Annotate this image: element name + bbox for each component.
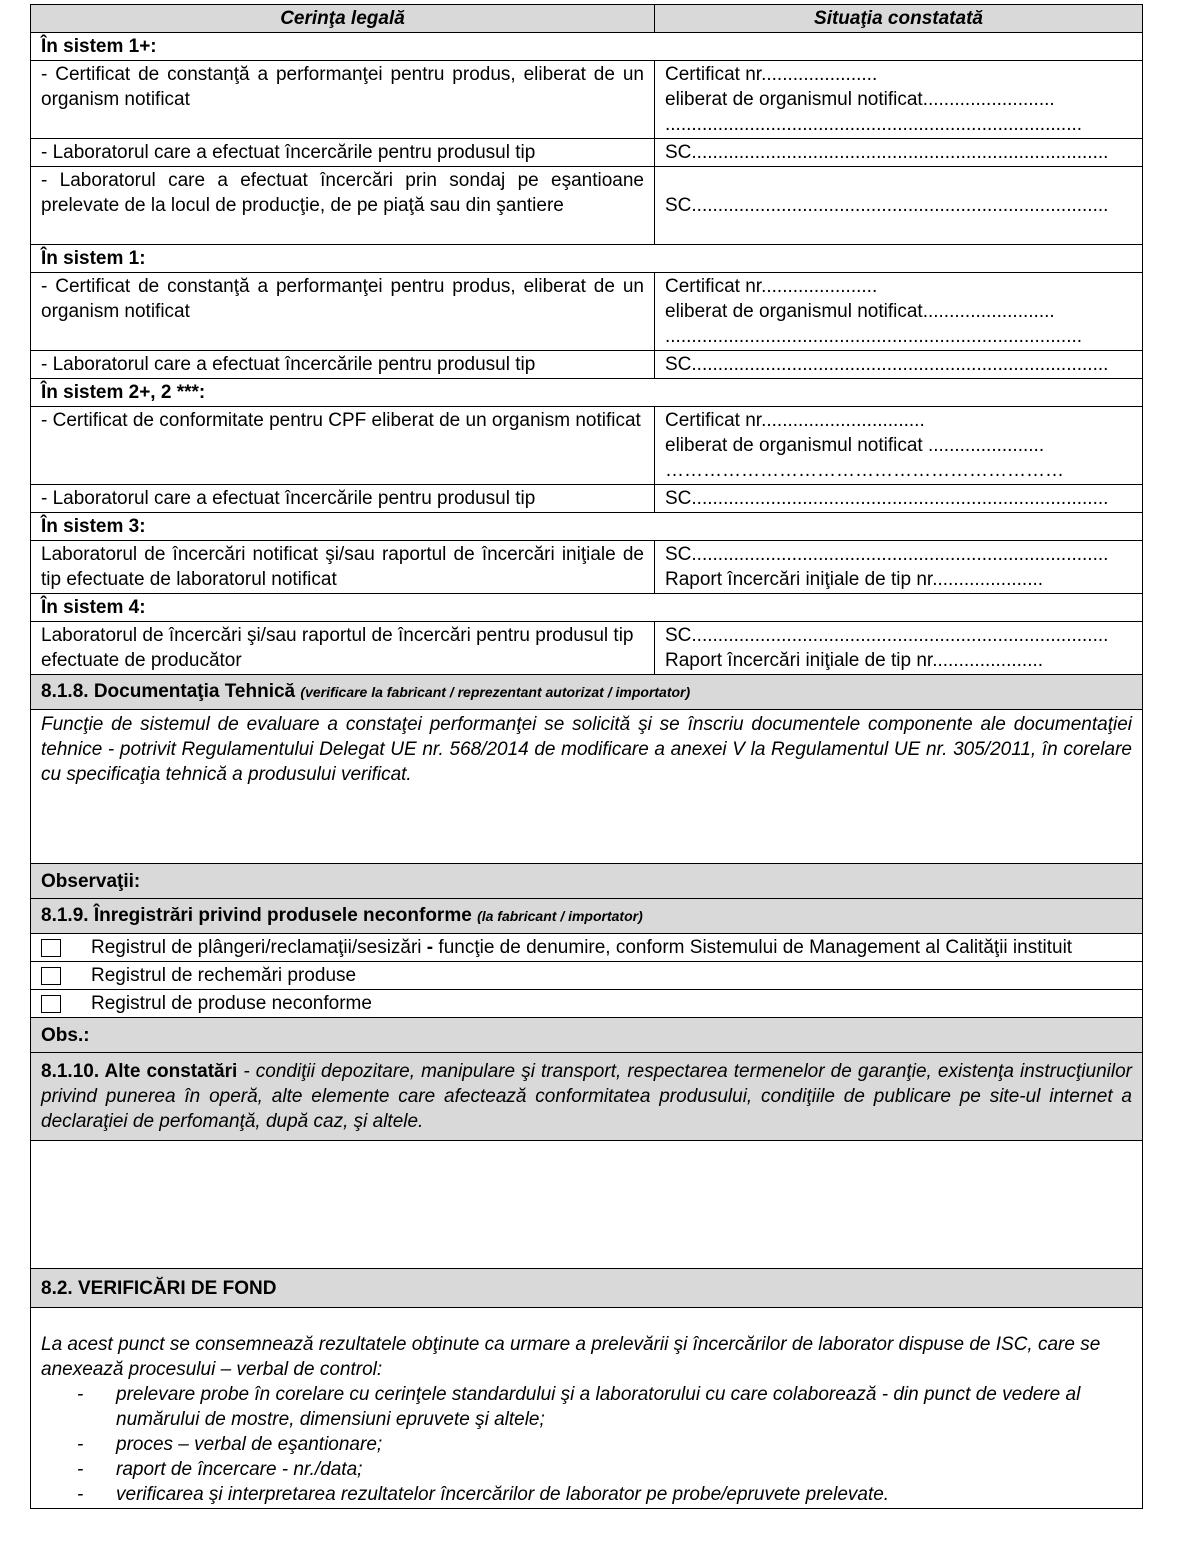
checklist-item-nonconforming [31, 990, 1143, 1018]
section-subtitle: (verificare la fabricant / reprezentant autorizat / importator) [300, 684, 691, 700]
found-lab-sc: SC............................................................................... [655, 485, 1143, 513]
section-title: 8.1.8. Documentaţia Tehnică [41, 681, 296, 702]
requirement-sampling-lab: - Laboratorul care a efectuat încercări prin sondaj pe eşantioane prelevate de la locul de producţie, de pe piaţă sau din şantiere [31, 167, 655, 245]
notified-body-line: eliberat de organismul notificat......................... [665, 301, 1055, 322]
requirement-type-test-lab: - Laboratorul care a efectuat încercările pentru produsul tip [31, 485, 655, 513]
checklist-item-complaints [31, 934, 1143, 962]
substantive-checks-text [31, 1308, 1143, 1509]
requirement-type-test-lab: - Laboratorul care a efectuat încercările pentru produsul tip [31, 139, 655, 167]
initial-type-report-line: Raport încercări iniţiale de tip nr..................... [665, 650, 1044, 671]
section-description: - condiţii depozitare, manipulare şi transport, respectarea termenelor de garanţie, existenţa instrucţiunilor privind punerea în operă, alte elemente care afectează conformitatea produsului, condiţiile de publicare pe site-ul internet a declaraţiei de perfomanţă, după caz, şi altele. [41, 1061, 1132, 1132]
requirement-fpc-certificate: - Certificat de conformitate pentru CPF eliberat de un organism notificat [31, 407, 655, 485]
checklist-item-label: Registrul de plângeri/reclamaţii/sesizări [91, 937, 422, 958]
header-found-situation: Situaţia constatată [655, 5, 1143, 33]
dotted-line: ……………………………………………………… [665, 460, 1064, 481]
checklist-item-label: Registrul de rechemări produse [91, 965, 357, 986]
certificate-number-line: Certificat nr...................... [665, 64, 878, 85]
list-item: - prelevare probe în corelare cu cerinţele standardului şi a laboratorului cu care colaborează - din punct de vedere al numărului de mostre, dimensiuni epruvete şi altele; [77, 1384, 1081, 1430]
list-item-text: verificarea şi interpretarea rezultatelor încercărilor de laborator pe probe/epruvete prelevate. [116, 1484, 890, 1505]
found-certificate [655, 407, 1143, 485]
complaints-register-checkbox[interactable] [41, 939, 61, 957]
observations-label: Observaţii: [31, 864, 1143, 899]
list-item: - raport de încercare - nr./data; [77, 1459, 363, 1480]
checklist-item-recalls [31, 962, 1143, 990]
section-subtitle: (la fabricant / importator) [477, 908, 643, 924]
found-sampling-lab-sc: SC............................................................................... [655, 167, 1143, 245]
found-certificate [655, 273, 1143, 351]
list-item-text: raport de încercare - nr./data; [116, 1459, 363, 1480]
list-item-text: prelevare probe în corelare cu cerinţele standardului şi a laboratorului cu care colaborează - din punct de vedere al numărului de mostre, dimensiuni epruvete şi altele; [116, 1384, 1081, 1430]
system-2-heading: În sistem 2+, 2 ***: [31, 379, 1143, 407]
system-1-heading: În sistem 1: [31, 245, 1143, 273]
substantive-checks-list [41, 1382, 1132, 1507]
list-item: - proces – verbal de eşantionare; [77, 1434, 383, 1455]
checklist-item-label: Registrul de produse neconforme [91, 993, 372, 1014]
notified-body-line: eliberat de organismul notificat ...................... [665, 435, 1045, 456]
checklist-item-detail: funcţie de denumire, conform Sistemului de Management al Calităţii instituit [438, 937, 1073, 958]
other-findings-blank-area[interactable] [31, 1141, 1143, 1269]
system-1plus-heading: În sistem 1+: [31, 33, 1143, 61]
header-legal-requirement: Cerinţa legală [31, 5, 655, 33]
requirement-notified-lab-report: Laboratorul de încercări notificat şi/sau raportul de încercări iniţiale de tip efectuate de laboratorul notificat [31, 541, 655, 594]
dotted-line: ............................................................................... [665, 326, 1083, 347]
lab-sc-line: SC............................................................................... [665, 625, 1109, 646]
technical-documentation-text: Funcţie de sistemul de evaluare a constaţei performanţei se solicită şi se înscriu documentele componente ale documentaţiei tehnice - potrivit Regulamentului Delegat UE nr. 568/2014 de modificare a anexei V la Regulamentul UE nr. 305/2011, în corelare cu specificaţia tehnică a produsului verificat. [31, 710, 1143, 864]
dotted-line: ............................................................................... [665, 114, 1083, 135]
notified-body-line: eliberat de organismul notificat......................... [665, 89, 1055, 110]
found-lab-sc: SC............................................................................... [655, 139, 1143, 167]
system-4-heading: În sistem 4: [31, 594, 1143, 622]
verification-form-table [30, 4, 1143, 1509]
table-header-row [31, 5, 1143, 33]
found-certificate [655, 61, 1143, 139]
section-8-1-9-heading [31, 899, 1143, 934]
found-lab-sc: SC............................................................................... [655, 351, 1143, 379]
list-item: - verificarea şi interpretarea rezultatelor încercărilor de laborator pe probe/epruvete prelevate. [77, 1484, 890, 1505]
certificate-number-line: Certificat nr............................... [665, 410, 925, 431]
system-3-heading: În sistem 3: [31, 513, 1143, 541]
section-title: 8.1.10. Alte constatări [41, 1061, 238, 1082]
certificate-number-line: Certificat nr...................... [665, 276, 878, 297]
substantive-checks-intro: La acest punct se consemnează rezultatele obţinute ca urmare a prelevării şi încercărilor de laborator dispuse de ISC, care se anexează procesului – verbal de control: [41, 1334, 1101, 1380]
section-8-1-8-heading [31, 675, 1143, 710]
obs-label: Obs.: [31, 1018, 1143, 1053]
found-lab-report [655, 541, 1143, 594]
list-item-text: proces – verbal de eşantionare; [116, 1434, 383, 1455]
section-title: 8.1.9. Înregistrări privind produsele neconforme [41, 905, 472, 926]
section-8-1-10-heading [31, 1053, 1143, 1141]
initial-type-report-line: Raport încercări iniţiale de tip nr..................... [665, 569, 1044, 590]
nonconforming-register-checkbox[interactable] [41, 995, 61, 1013]
section-8-2-heading: 8.2. VERIFICĂRI DE FOND [31, 1269, 1143, 1308]
checklist-item-dash: - [421, 937, 439, 958]
recalls-register-checkbox[interactable] [41, 967, 61, 985]
requirement-certificate: - Certificat de constanţă a performanţei pentru produs, eliberat de un organism notificat [31, 61, 655, 139]
lab-sc-line: SC............................................................................... [665, 544, 1109, 565]
found-lab-report [655, 622, 1143, 675]
requirement-certificate: - Certificat de constanţă a performanţei pentru produs, eliberat de un organism notificat [31, 273, 655, 351]
requirement-type-test-lab: - Laboratorul care a efectuat încercările pentru produsul tip [31, 351, 655, 379]
requirement-manufacturer-lab-report: Laboratorul de încercări şi/sau raportul de încercări pentru produsul tip efectuate de producător [31, 622, 655, 675]
